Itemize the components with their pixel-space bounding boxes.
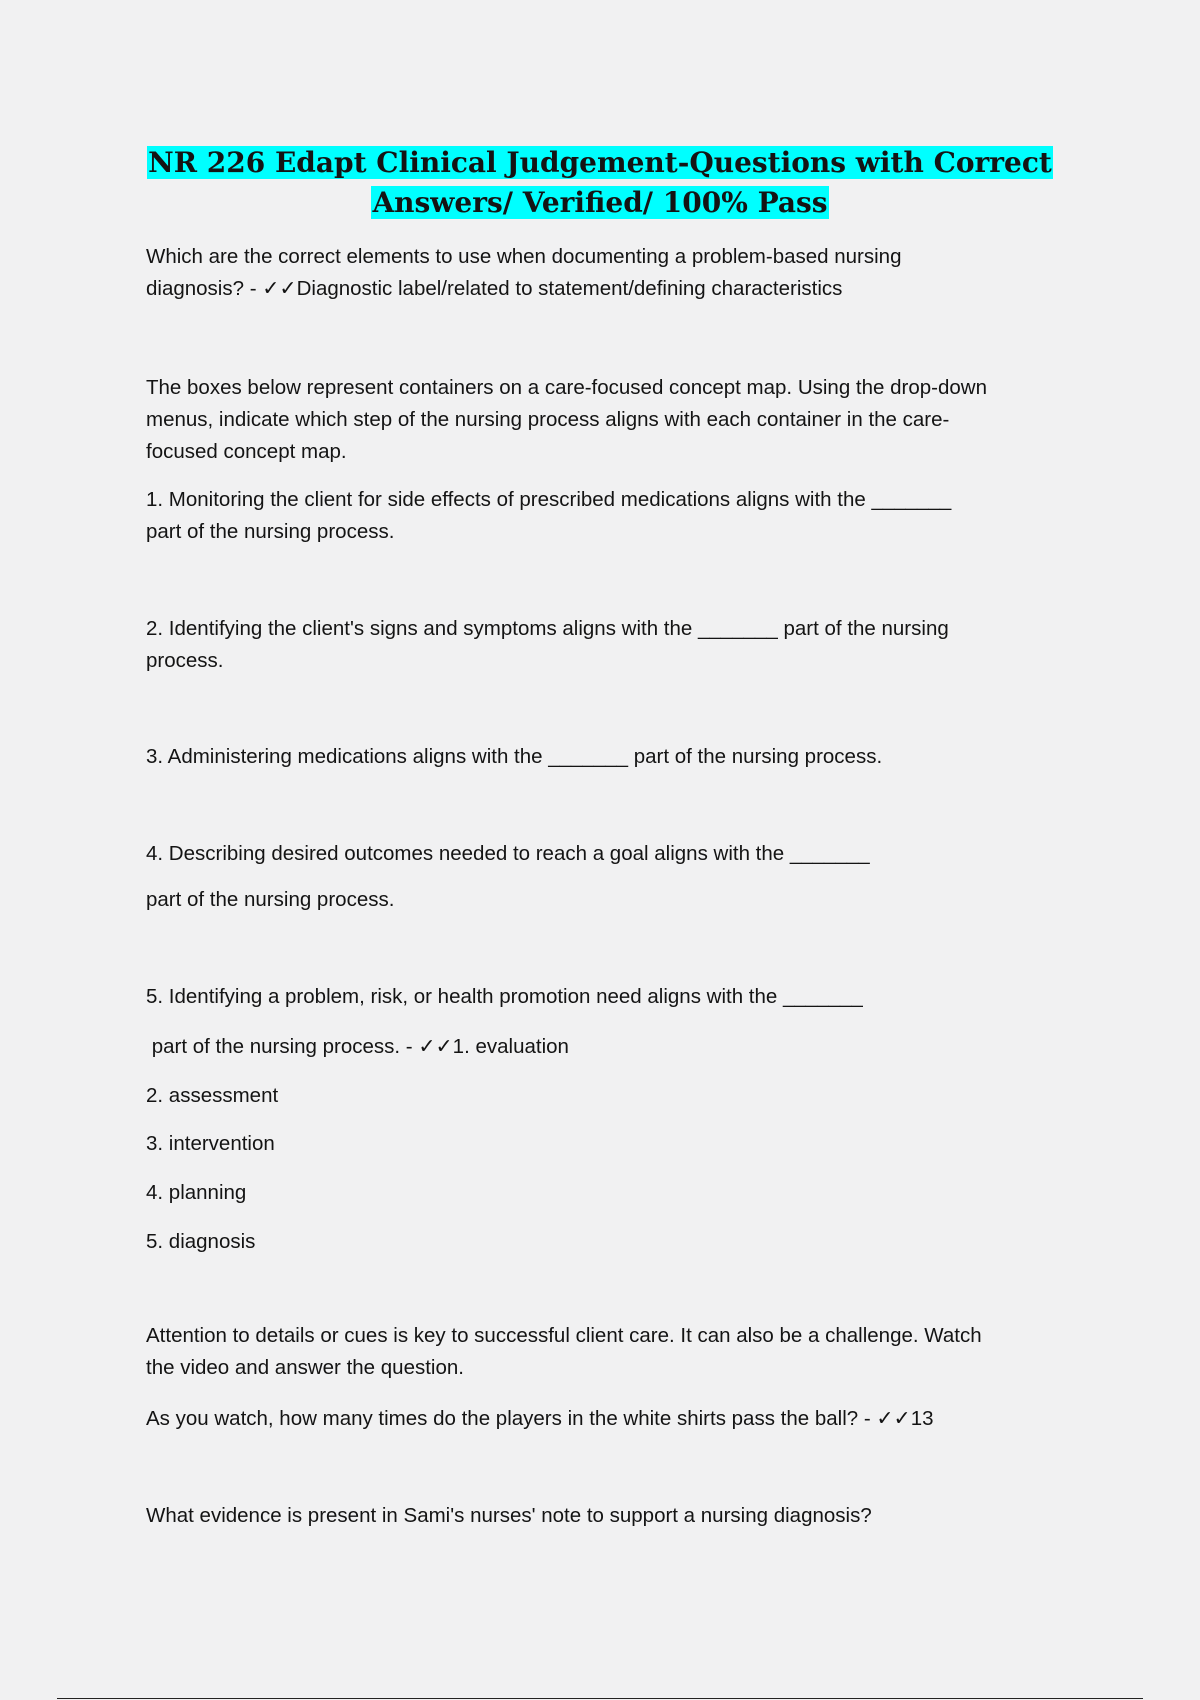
question-2-item-1 [146,484,1076,548]
question-2-item-2-line-2: process. [146,649,224,672]
question-2-item-2 [146,613,1076,677]
answer-4: 4. planning [146,1181,247,1204]
answer-2: 2. assessment [146,1084,279,1107]
document-title [100,143,1100,223]
answer-3: 3. intervention [146,1132,275,1155]
question-2-intro-line-2: menus, indicate which step of the nursing process aligns with each container in the care- [146,408,950,431]
question-3-line-2: the video and answer the question. [146,1356,464,1379]
question-1-line-1: Which are the correct elements to use when documenting a problem-based nursing [146,245,902,268]
question-2-item-3: 3. Administering medications aligns with the _______ part of the nursing process. [146,745,883,768]
question-2-item-1-line-1: 1. Monitoring the client for side effects of prescribed medications aligns with the _______ [146,488,952,511]
question-2-intro-line-3: focused concept map. [146,440,347,463]
question-2-item-5-line-1: 5. Identifying a problem, risk, or health promotion need aligns with the _______ [146,985,863,1008]
question-1-line-2: diagnosis? - ✓✓Diagnostic label/related to statement/defining characteristics [146,277,843,300]
footer-rule [57,1698,1143,1699]
question-2-item-4-line-2: part of the nursing process. [146,888,395,911]
answer-5: 5. diagnosis [146,1230,256,1253]
question-2-item-1-line-2: part of the nursing process. [146,520,395,543]
question-2-item-4-line-1: 4. Describing desired outcomes needed to reach a goal aligns with the _______ [146,842,870,865]
title-line-1: NR 226 Edapt Clinical Judgement-Questions with Correct [148,146,1052,179]
question-2-item-5-line-2: part of the nursing process. - ✓✓1. evaluation [146,1035,569,1058]
question-2-intro-line-1: The boxes below represent containers on a care-focused concept map. Using the drop-down [146,376,987,399]
question-2-item-2-line-1: 2. Identifying the client's signs and symptoms aligns with the _______ part of the nursing [146,617,949,640]
question-2-intro [146,372,1076,468]
question-3 [146,1320,1076,1384]
question-3-line-1: Attention to details or cues is key to successful client care. It can also be a challenge. Watch [146,1324,982,1347]
question-3-line-3: As you watch, how many times do the players in the white shirts pass the ball? - ✓✓13 [146,1407,934,1430]
question-4: What evidence is present in Sami's nurses' note to support a nursing diagnosis? [146,1504,872,1527]
question-1 [146,241,1076,305]
title-line-2: Answers/ Verified/ 100% Pass [372,186,828,219]
